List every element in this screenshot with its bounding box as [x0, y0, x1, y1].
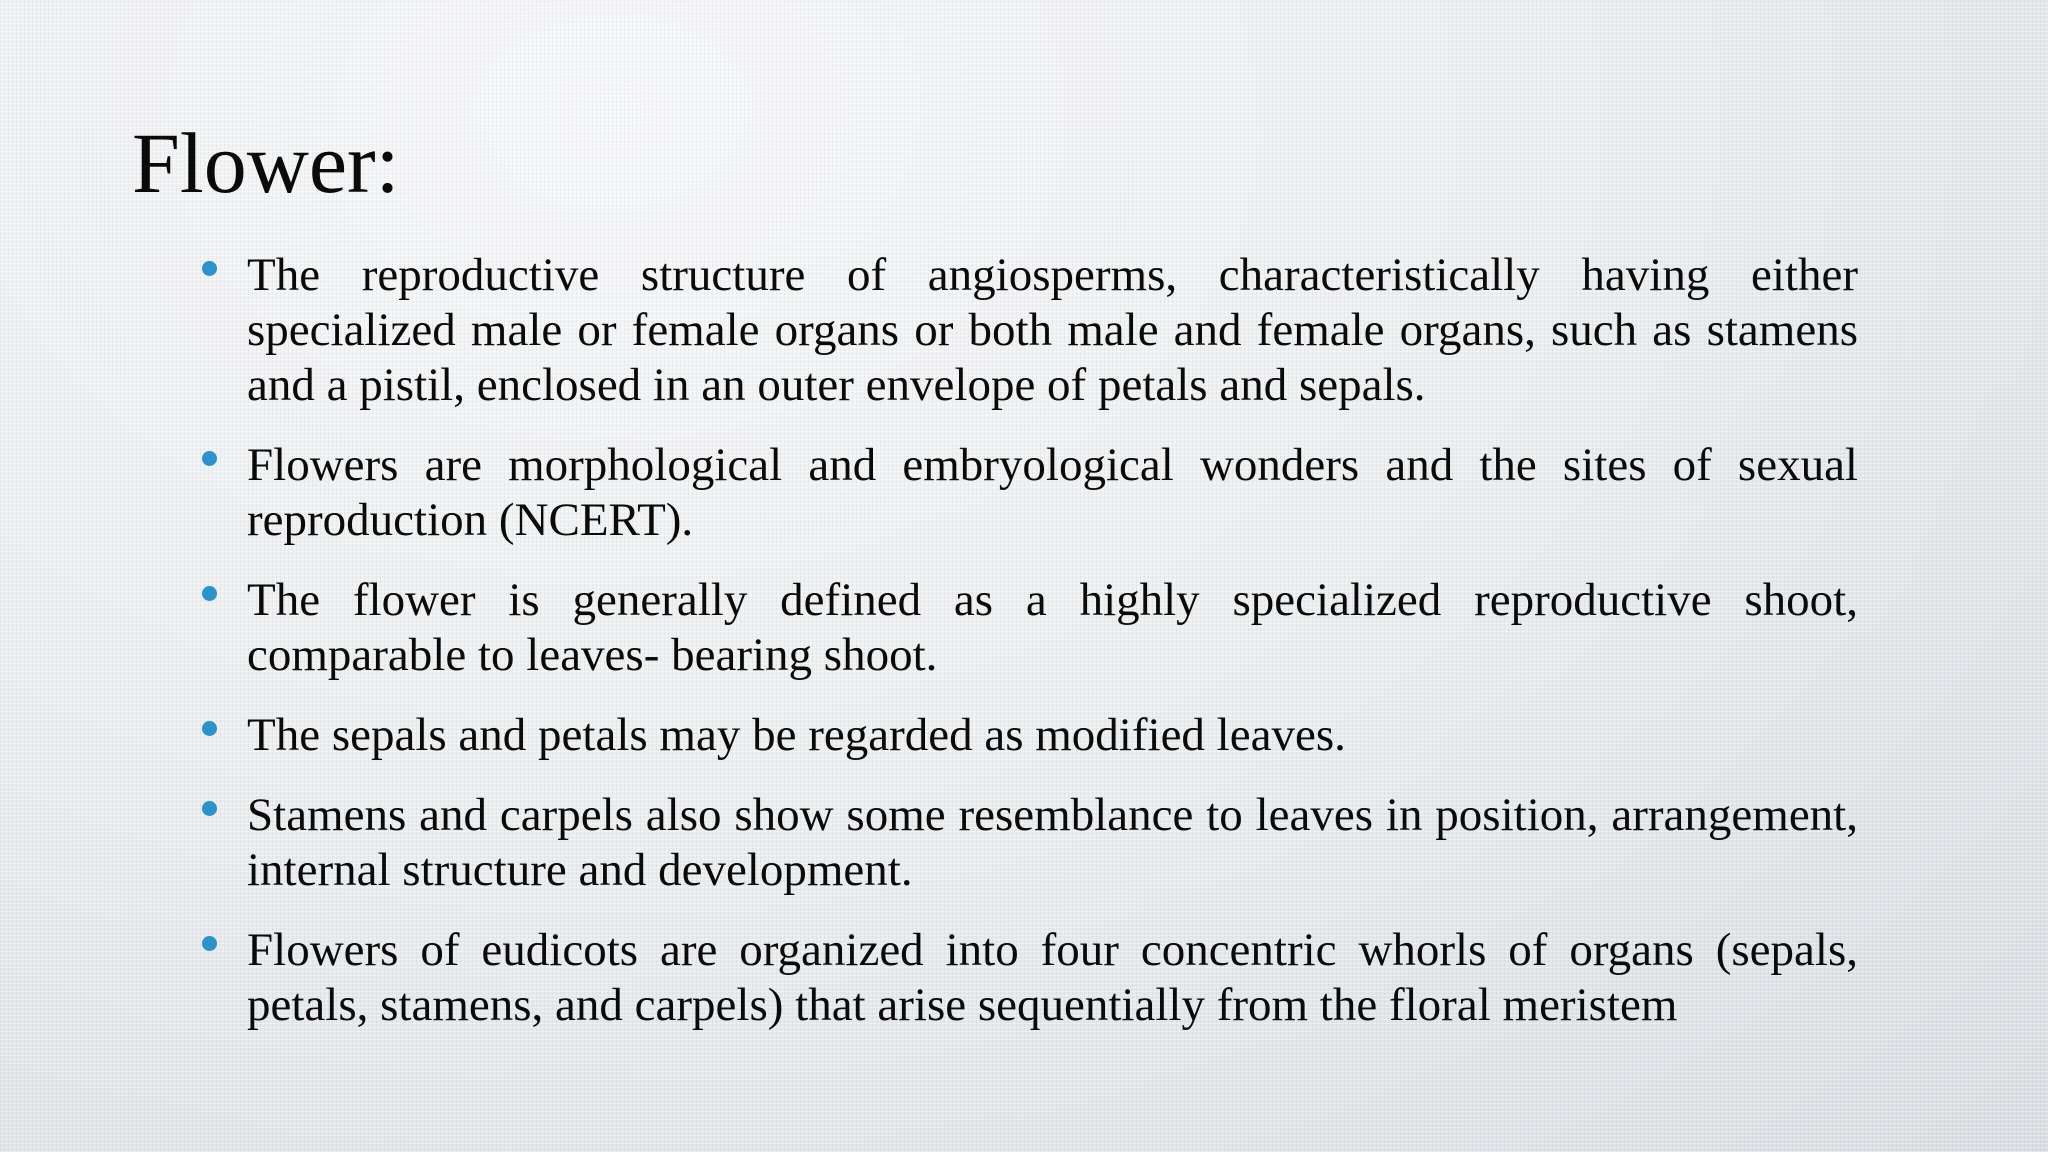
bullet-dot-icon	[202, 721, 217, 736]
bullet-dot-icon	[202, 451, 217, 466]
bullet-item	[198, 438, 1858, 548]
bullet-item	[198, 923, 1858, 1033]
bullet-item	[198, 708, 1858, 763]
bullet-dot-icon	[202, 936, 217, 951]
bullet-text: The sepals and petals may be regarded as modified leaves.	[247, 709, 1346, 761]
bullet-item	[198, 248, 1858, 413]
bullet-text: The reproductive structure of angiosperms, characteristically having either specialized male or female organs or both male and female organs, such as stamens and a pistil, enclosed in an outer envelope of petals and sepals.	[247, 249, 1858, 411]
bullet-item	[198, 573, 1858, 683]
bullet-text: Flowers are morphological and embryological wonders and the sites of sexual reproduction (NCERT).	[247, 439, 1858, 546]
bullet-list	[198, 248, 1858, 1058]
bullet-dot-icon	[202, 801, 217, 816]
bullet-dot-icon	[202, 586, 217, 601]
bullet-text: Flowers of eudicots are organized into four concentric whorls of organs (sepals, petals, stamens, and carpels) that arise sequentially from the floral meristem	[247, 924, 1858, 1031]
bullet-dot-icon	[202, 261, 217, 276]
bullet-text: Stamens and carpels also show some resemblance to leaves in position, arrangement, internal structure and development.	[247, 789, 1858, 896]
bullet-text: The flower is generally defined as a highly specialized reproductive shoot, comparable to leaves- bearing shoot.	[247, 574, 1858, 681]
bullet-item	[198, 788, 1858, 898]
slide-title: Flower:	[132, 115, 400, 211]
